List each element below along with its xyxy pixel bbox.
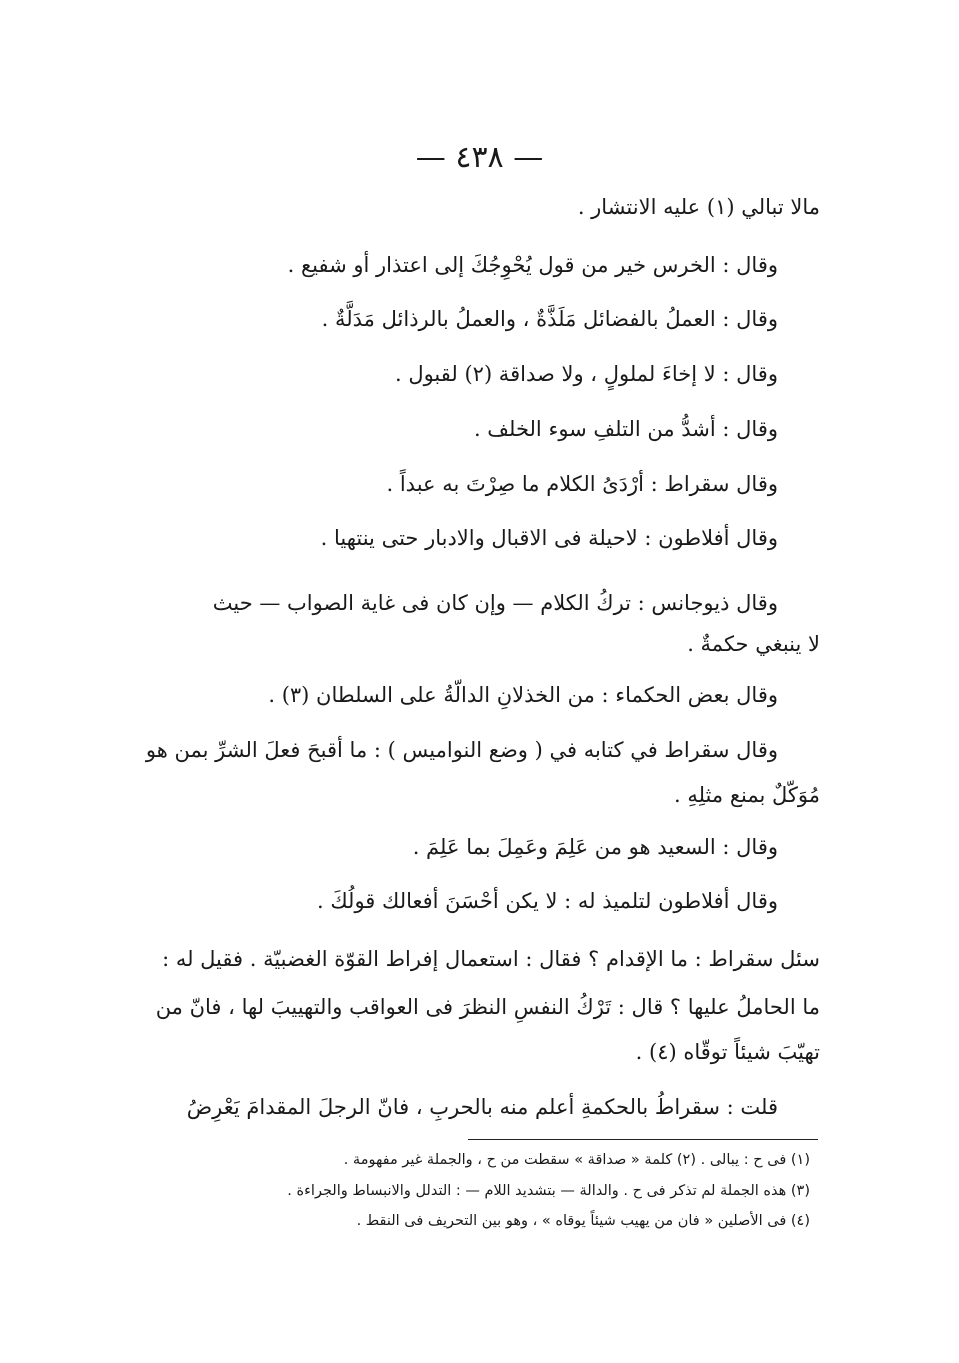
footnote: (١) فى ح : يبالى . (٢) كلمة « صداقة » سقطت من ح ، والجملة غير مفهومة . xyxy=(343,1152,810,1168)
text-line: قلت : سقراطُ بالحكمةِ أعلم منه بالحربِ ، فانّ الرجلَ المقدامَ يَعْرِضُ xyxy=(186,1095,778,1119)
text-line: وقال : السعيد هو من عَلِمَ وعَمِلَ بما عَلِمَ . xyxy=(412,835,778,859)
text-line: ما الحاملُ عليها ؟ قال : تَرْكُ النفسِ النظرَ فى العواقب والتهييبَ لها ، فانّ من xyxy=(155,995,820,1019)
text-line: وقال : أشدُّ من التلفِ سوء الخلف . xyxy=(473,417,778,441)
text-line: وقال ذيوجانس : تركُ الكلام — وإن كان فى غاية الصواب — حيث xyxy=(212,591,778,615)
main-text xyxy=(145,195,820,1155)
footnote: (٤) فى الأصلين « فان من يهيب شيئاً يوقاه » ، وهو بين التحريف فى النقط . xyxy=(356,1213,810,1229)
text-line: وقال أفلاطون : لاحيلة فى الاقبال والادبار حتى ينتهيا . xyxy=(320,526,778,550)
footnote: (٣) هذه الجملة لم تذكر فى ح . والدالة — بتشديد اللام — : التدلل والانبساط والجراءة . xyxy=(287,1183,810,1199)
text-line: تهيّبَ شيئاً توقّاه (٤) . xyxy=(635,1040,820,1064)
page-number: — ٤٣٨ — xyxy=(415,140,544,175)
text-line: لا ينبغي حكمةٌ . xyxy=(687,632,820,656)
text-line: وقال أفلاطون لتلميذ له : لا يكن أحْسَنَ أفعالك قولُكَ . xyxy=(317,889,778,913)
text-line: وقال بعض الحكماء : من الخذلانِ الدالّةُ على السلطان (٣) . xyxy=(268,683,778,707)
text-line: وقال سقراط : أرْدَىُ الكلام ما صِرْتَ به عبداً . xyxy=(386,472,778,496)
text-line: مُوَكّلٌ بمنع مثلِهِ . xyxy=(674,783,820,807)
footnote-separator xyxy=(468,1139,818,1140)
text-line: سئل سقراط : ما الإقدام ؟ فقال : استعمال إفراط القوّة الغضبيّة . فقيل له : xyxy=(162,947,820,971)
text-line: وقال سقراط في كتابه في ( وضع النواميس ) : ما أقبحَ فعلَ الشرِّ بمن هو xyxy=(145,738,778,762)
text-line: وقال : لا إخاءَ لملولٍ ، ولا صداقة (٢) لقبول . xyxy=(394,362,778,386)
text-line: مالا تبالي (١) عليه الانتشار . xyxy=(577,195,820,219)
text-line: وقال : الخرس خير من قول يُحْوِجُكَ إلى اعتذار أو شفيع . xyxy=(287,253,778,277)
text-line: وقال : العملُ بالفضائل مَلَذَّةٌ ، والعملُ بالرذائل مَدَلَّةٌ . xyxy=(321,307,778,331)
